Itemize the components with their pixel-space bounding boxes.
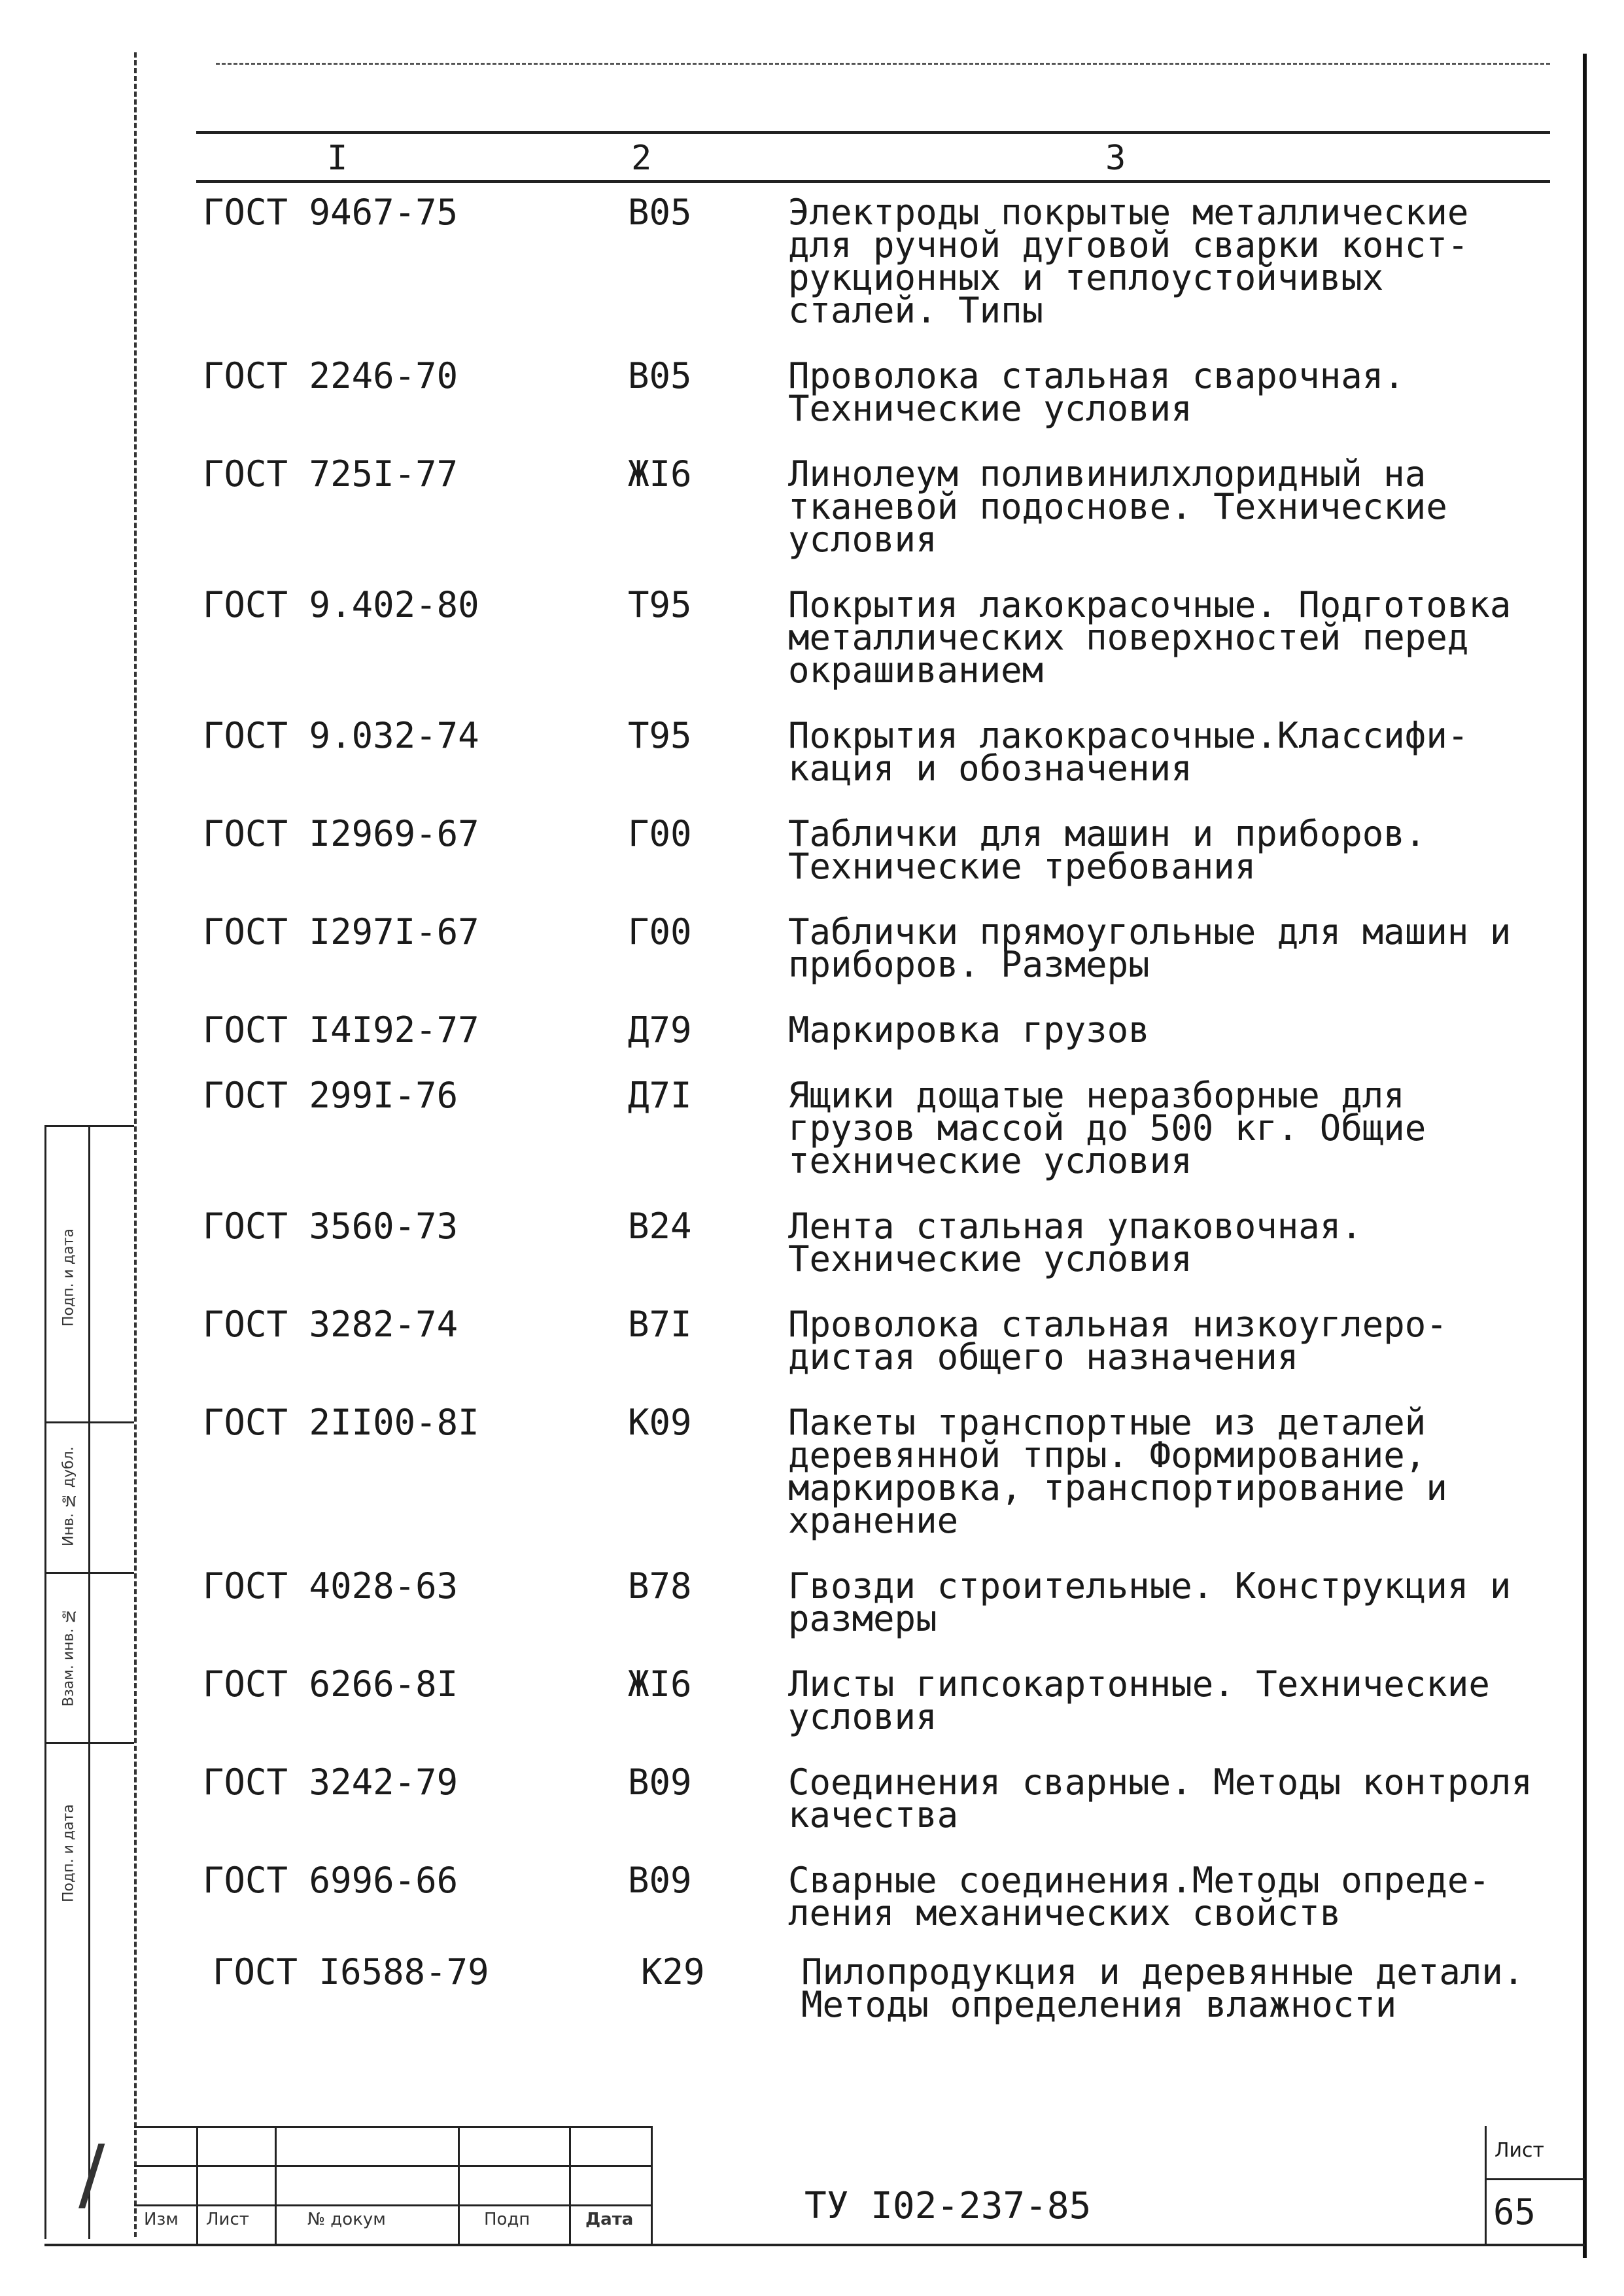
sheet-number: 65 [1493, 2191, 1536, 2233]
binding-dashed-line [134, 52, 137, 2237]
row-13-standard: ГОСТ 4028-63 [203, 1565, 458, 1607]
title-block-izm-label: Изм [144, 2210, 179, 2229]
row-1-standard: ГОСТ 9467-75 [203, 192, 458, 233]
row-11-title: Проволока стальная низкоуглеро- дистая общего назначения [788, 1304, 1447, 1378]
row-15-standard: ГОСТ 3242-79 [203, 1762, 458, 1803]
row-7-title: Таблички прямоугольные для машин и приборов. Размеры [788, 911, 1512, 985]
row-5-standard: ГОСТ 9.032-74 [203, 715, 479, 756]
row-17-title: Пилопродукция и деревянные детали. Методы определения влажности [801, 1951, 1525, 2025]
row-16-code: В09 [628, 1860, 692, 1901]
row-14-title: Листы гипсокартонные. Технические условия [788, 1663, 1490, 1737]
row-7-code: Г00 [628, 911, 692, 952]
row-9-standard: ГОСТ 299I-76 [203, 1075, 458, 1116]
row-4-standard: ГОСТ 9.402-80 [203, 584, 479, 625]
row-10-standard: ГОСТ 3560-73 [203, 1206, 458, 1247]
row-9-code: Д7I [628, 1075, 692, 1116]
row-1-code: В05 [628, 192, 692, 233]
row-11-standard: ГОСТ 3282-74 [203, 1304, 458, 1345]
row-16-standard: ГОСТ 6996-66 [203, 1860, 458, 1901]
title-block-sign-label: Подп [484, 2210, 530, 2229]
title-block-date-label: Дата [585, 2210, 634, 2229]
document-code: ТУ I02-237-85 [804, 2185, 1092, 2227]
handwritten-slash-mark: / [78, 2129, 105, 2220]
row-17-standard: ГОСТ I6588-79 [213, 1951, 489, 1992]
row-5-code: Т95 [628, 715, 692, 756]
column-header-3: 3 [1105, 139, 1126, 178]
row-11-code: В7I [628, 1304, 692, 1345]
row-13-title: Гвозди строительные. Конструкция и размеры [788, 1565, 1512, 1639]
row-17-code: К29 [641, 1951, 705, 1992]
row-7-standard: ГОСТ I297I-67 [203, 911, 479, 952]
header-top-rule [196, 131, 1550, 134]
row-6-code: Г00 [628, 813, 692, 854]
row-15-title: Соединения сварные. Методы контроля качества [788, 1762, 1532, 1835]
column-header-2: 2 [631, 139, 652, 178]
row-3-code: ЖI6 [628, 453, 692, 495]
title-block-bottom-rule [44, 2244, 1585, 2246]
side-label-inv-dubl: Инв. № дубл. [60, 1446, 77, 1547]
row-15-code: В09 [628, 1762, 692, 1803]
side-label-sign-date: Подп. и дата [60, 1228, 77, 1327]
row-4-title: Покрытия лакокрасочные. Подготовка металлических поверхностей перед окрашиванием [788, 584, 1512, 691]
row-10-code: В24 [628, 1206, 692, 1247]
row-6-standard: ГОСТ I2969-67 [203, 813, 479, 854]
row-3-standard: ГОСТ 725I-77 [203, 453, 458, 495]
title-block-docno-label: № докум [307, 2210, 386, 2229]
side-label-sign-date-2: Подп. и дата [60, 1804, 77, 1902]
row-8-standard: ГОСТ I4I92-77 [203, 1009, 479, 1051]
column-header-1: I [327, 139, 348, 178]
row-13-code: В78 [628, 1565, 692, 1607]
top-dashed-rule [216, 63, 1550, 65]
side-label-vzam-inv: Взам. инв. № [60, 1607, 77, 1707]
row-12-standard: ГОСТ 2II00-8I [203, 1402, 479, 1443]
title-block-list-label: Лист [206, 2210, 249, 2229]
row-8-title: Маркировка грузов [788, 1009, 1150, 1051]
row-8-code: Д79 [628, 1009, 692, 1051]
right-border-line [1583, 54, 1587, 2258]
row-14-code: ЖI6 [628, 1663, 692, 1705]
row-1-title: Электроды покрытые металлические для ручной дуговой сварки конст- рукционных и теплоустойчивых сталей. Типы [788, 192, 1469, 331]
row-2-standard: ГОСТ 2246-70 [203, 355, 458, 396]
row-12-title: Пакеты транспортные из деталей деревянной тпры. Формирование, маркировка, транспортирование и хранение [788, 1402, 1447, 1541]
row-2-title: Проволока стальная сварочная. Технические условия [788, 355, 1405, 429]
row-6-title: Таблички для машин и приборов. Технические требования [788, 813, 1426, 887]
row-10-title: Лента стальная упаковочная. Технические условия [788, 1206, 1362, 1279]
sheet-number-box [1485, 2126, 1585, 2244]
row-14-standard: ГОСТ 6266-8I [203, 1663, 458, 1705]
row-2-code: В05 [628, 355, 692, 396]
header-bottom-rule [196, 180, 1550, 183]
row-9-title: Ящики дощатые неразборные для грузов массой до 500 кг. Общие технические условия [788, 1075, 1426, 1181]
row-4-code: Т95 [628, 584, 692, 625]
side-stamp-strip [44, 1125, 134, 2239]
row-16-title: Сварные соединения.Методы опреде- ления механических свойств [788, 1860, 1490, 1934]
row-12-code: К09 [628, 1402, 692, 1443]
row-3-title: Линолеум поливинилхлоридный на тканевой подоснове. Технические условия [788, 453, 1447, 560]
sheet-label: Лист [1494, 2139, 1545, 2162]
row-5-title: Покрытия лакокрасочные.Классифи- кация и обозначения [788, 715, 1469, 789]
